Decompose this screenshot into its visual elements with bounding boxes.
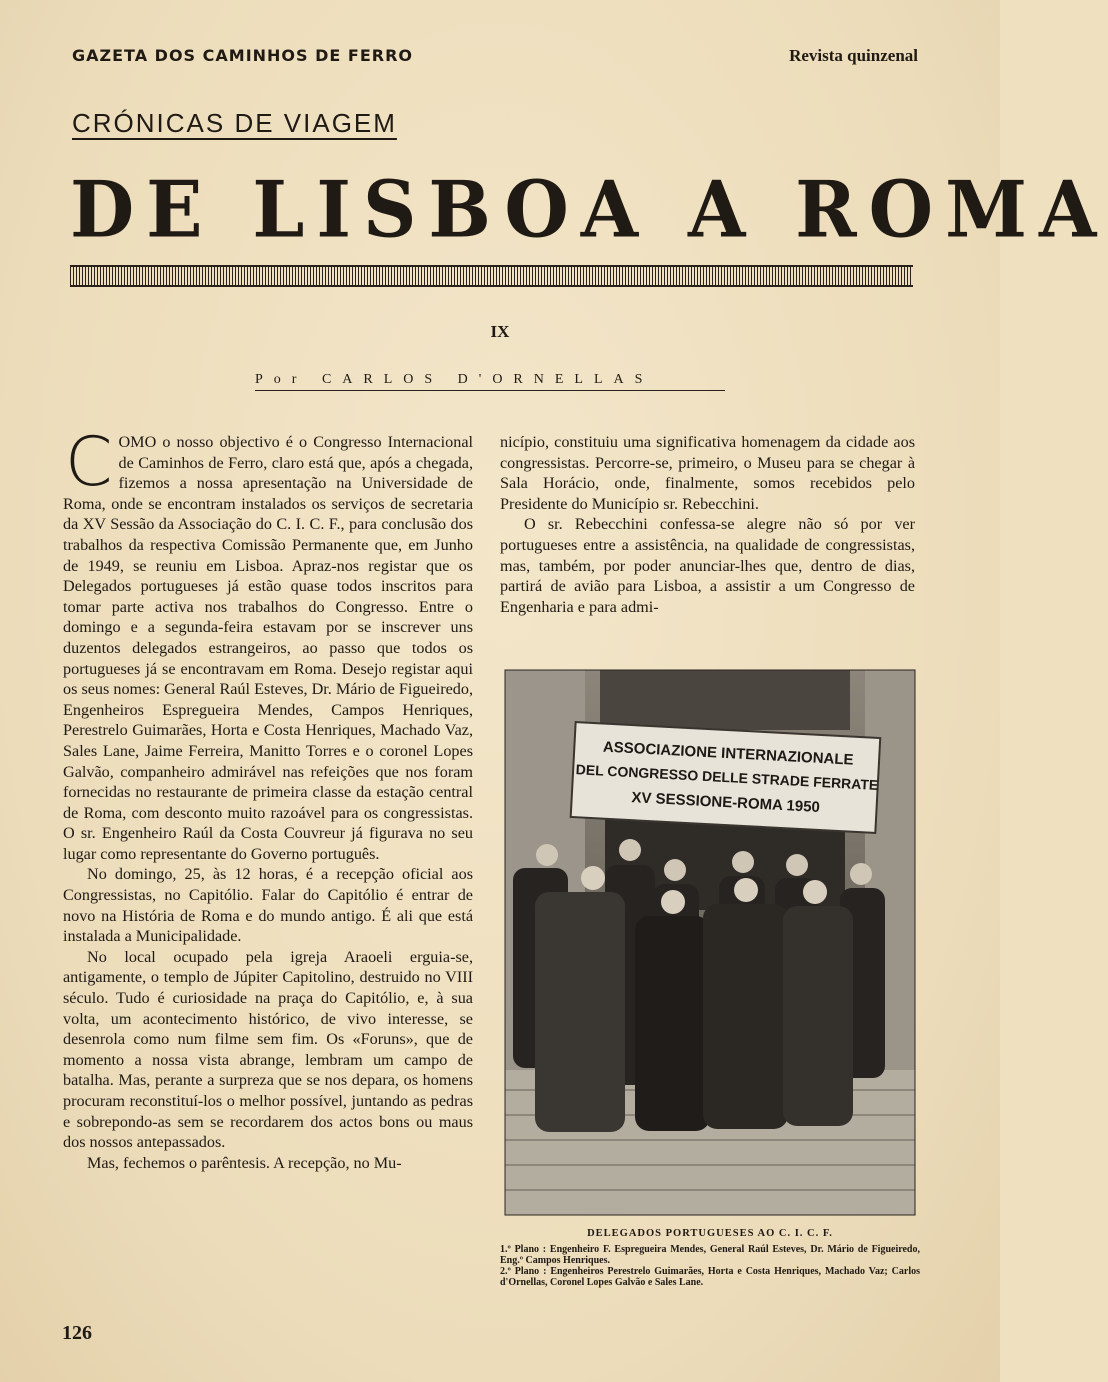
page-number: 126 (62, 1322, 92, 1344)
paragraph: O sr. Rebecchini confessa-se alegre não só por ver portugueses entre a assistência, na qualidade de congressistas, mas, também, por poder anunciar-lhes que, dentro de dias, partirá de avião para Lisboa, a assistir a um Congresso de Engenharia e para admi- (500, 515, 915, 616)
part-number: IX (490, 322, 510, 341)
delegate-figure (703, 878, 788, 1129)
photo-caption-line: 1.º Plano : Engenheiro F. Espregueira Mendes, General Raúl Esteves, Dr. Mário de Figueiredo, Eng.º Campos Henriques. (500, 1244, 920, 1266)
paragraph: nicípio, constituiu uma significativa homenagem da cidade aos congressistas. Percorre-se, primeiro, o Museu para se chegar à Sala Horácio, onde, finalmente, somos recebidos pelo Presidente do Município sr. Rebecchini. (500, 433, 915, 513)
banner-line-3: XV SESSIONE-ROMA 1950 (631, 789, 821, 816)
group-photo (505, 670, 915, 1215)
article-title: DE LISBOA A ROMA (70, 165, 1108, 256)
photo-caption-line: 2.º Plano : Engenheiros Perestrelo Guimarães, Horta e Costa Henriques, Machado Vaz; Carlos d'Ornellas, Coronel Lopes Galvão e Sales Lane. (500, 1266, 920, 1288)
paragraph: No domingo, 25, às 12 horas, é a recepção oficial aos Congressistas, no Capitólio. Falar do Capitólio é entrar de novo na História de Roma e do mundo antigo. É ali que está instalada a Municipalidade. (63, 865, 473, 946)
drop-cap: C (65, 423, 113, 502)
delegate-figure (635, 890, 710, 1131)
title-rule (70, 265, 913, 287)
paragraph: No local ocupado pela igreja Araoeli erguia-se, antigamente, o templo de Júpiter Capitolino, destruido no VIII século. Tudo é curiosidade na praça do Capitólio, e, à sua volta, um acontecimento histórico, de vivo interesse, se desenrola como num filme sem fim. Os «Foruns», que de momento a nossa vista abrange, lembram um campo de batalha. Mas, perante a surpreza que se nos depara, os homens procuram reconstituí-los o melhor possível, juntando as pedras e sobrepondo-as sem se recordarem dos actos bons ou maus dos nossos antepassados. (63, 947, 473, 1152)
delegate-figure (783, 880, 853, 1126)
section-label: CRÓNICAS DE VIAGEM (72, 108, 397, 138)
paragraph-text: OMO o nosso objectivo é o Congresso Internacional de Caminhos de Ferro, claro está que, após a chegada, fizemos a nossa apresentação na Universidade de Roma, onde se encontram instalados os serviços de secretaria da XV Sessão da Associação do C. I. C. F., para conclusão dos trabalhos da respectiva Comissão Permanente que, em Junho de 1949, se reuniu em Lisboa. Apraz-nos registar que os Delegados portugueses já estão quase todos inscritos para tomar parte activa nos trabalhos do Congresso. Entre o domingo e a segunda-feira estavam por se inscrever uns duzentos delegados estrangeiros, ao passo que todos os portugueses já se encontravam em Roma. Desejo registar aqui os seus nomes: General Raúl Esteves, Dr. Mário de Figueiredo, Engenheiros Espregueira Mendes, Campos Henriques, Perestrelo Guimarães, Horta e Costa Henriques, Machado Vaz, Sales Lane, Jaime Ferreira, Manitto Torres e o coronel Lopes Galvão, companheiro admirável nas refeições que nos foram fornecidas no restaurante de primeira classe da estação central de Roma, com desconto muito razoável para os congressistas. O sr. Engenheiro Raúl da Costa Couvreur já figurava no seu lugar como representante do Governo português. (63, 433, 473, 863)
paragraph (63, 423, 473, 864)
journal-name: GAZETA DOS CAMINHOS DE FERRO (72, 46, 414, 65)
delegate-figure (535, 866, 625, 1132)
photo-caption-title: DELEGADOS PORTUGUESES AO C. I. C. F. (587, 1228, 833, 1239)
right-column (500, 432, 915, 617)
journal-frequency: Revista quinzenal (789, 46, 918, 65)
banner (571, 722, 881, 833)
banner-line-2: DEL CONGRESSO DELLE STRADE FERRATE (575, 761, 879, 794)
left-column (63, 423, 473, 1173)
paragraph: Mas, fechemos o parêntesis. A recepção, no Mu- (87, 1153, 402, 1172)
byline: Por CARLOS D'ORNELLAS (255, 372, 725, 391)
banner-line-1: ASSOCIAZIONE INTERNAZIONALE (602, 738, 854, 769)
